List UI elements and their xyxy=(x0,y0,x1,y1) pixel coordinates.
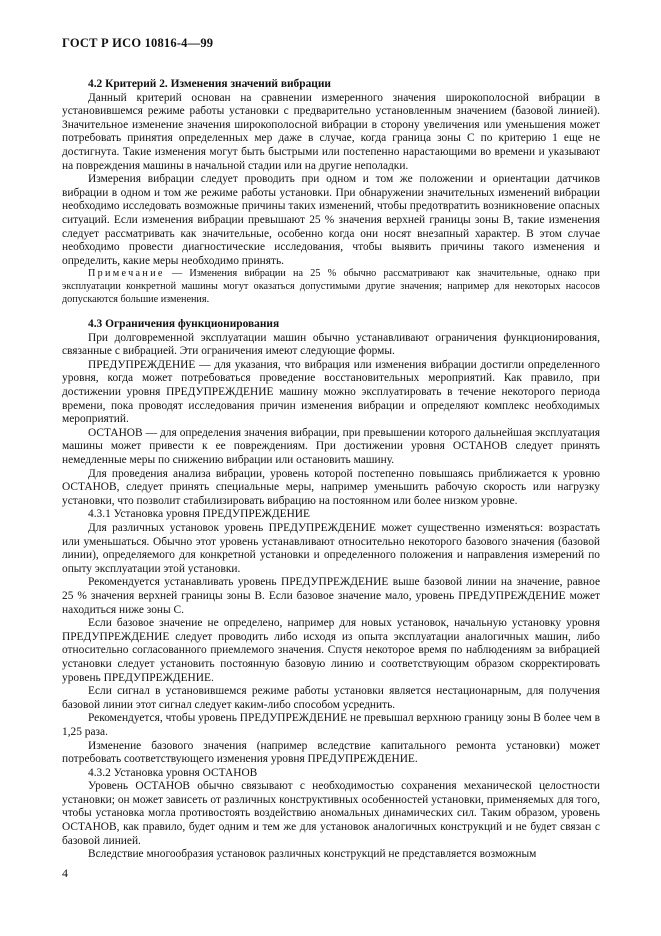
section-4-2-paragraph-2: Измерения вибрации следует проводить при одном и том же положении и ориентации датчиков вибрации в одном и том же режиме работы установки. При обнаружении значительных изменений вибрации необходимо исследовать возможные причины таких изменений, чтобы предотвратить возникновение опасных ситуаций. Если изменения вибрации превышают 25 % значения верхней границы зоны В, такие изменения следует рассматривать как значительные, особенно когда они носят внезапный характер. В этом случае необходимо провести диагностические исследования, чтобы выявить причины такого изменения и определить, какие меры необходимо принять. xyxy=(62,173,600,267)
section-4-3-1-paragraph-2: Рекомендуется устанавливать уровень ПРЕДУПРЕЖДЕНИЕ выше базовой линии на значение, равное 25 % значения верхней границы зоны В. Если базовое значение мало, уровень ПРЕДУПРЕЖДЕНИЕ может находиться ниже зоны С. xyxy=(62,576,600,616)
section-4-3-1-paragraph-6: Изменение базового значения (например вследствие капитального ремонта установки) может потребовать соответствующего изменения уровня ПРЕДУПРЕЖДЕНИЕ. xyxy=(62,739,600,766)
note-text: — Изменения вибрации на 25 % обычно рассматривают как значительные, однако при эксплуатации конкретной машины могут оказаться допустимыми другие значения; например для некоторых насосов допускаются большие изменения. xyxy=(62,268,600,305)
section-4-3-2-paragraph-1: Уровень ОСТАНОВ обычно связывают с необходимостью сохранения механической целостности установки; он может зависеть от различных конструктивных особенностей установки, применяемых для того, чтобы установка могла противостоять воздействию аномальных динамических сил. Таким образом, уровень ОСТАНОВ, как правило, будет одним и тем же для установок аналогичных конструкций и не будет связан с базовой линией. xyxy=(62,780,600,847)
section-4-3-paragraph-4: Для проведения анализа вибрации, уровень которой постепенно повышаясь приближается к уровню ОСТАНОВ, следует принять специальные меры, например уменьшить рабочую скорость или нагрузку установки, что позволит стабилизировать вибрацию на постоянном или более низком уровне. xyxy=(62,467,600,507)
section-4-3-1-heading: 4.3.1 Установка уровня ПРЕДУПРЕЖДЕНИЕ xyxy=(88,508,310,521)
section-4-3-paragraph-3: ОСТАНОВ — для определения значения вибрации, при превышении которого дальнейшая эксплуатация машины может привести к ее повреждениям. При достижении уровня ОСТАНОВ следует принять немедленные меры по снижению вибрации или остановить машину. xyxy=(62,426,600,467)
section-4-3-heading: 4.3 Ограничения функционирования xyxy=(88,318,280,331)
section-4-2-paragraph-1: Данный критерий основан на сравнении измеренного значения широкополосной вибрации в установившемся режиме работы установки с предварительно установленным значением (базовой линией). Значительное изменение значения широкополосной вибрации в сторону увеличения или уменьшения может потребовать принятия определенных мер даже в случае, когда граница зоны С по критерию 1 еще не достигнута. Такие изменения могут быть быстрыми или постепенно нарастающими во времени и указывают на повреждения машины в начальной стадии или на другие неполадки. xyxy=(62,91,600,172)
section-4-3-1-paragraph-4: Если сигнал в установившемся режиме работы установки является нестационарным, для получения базовой линии этот сигнал следует каким-либо способом усреднить. xyxy=(62,685,600,711)
section-4-3-paragraph-1: При долговременной эксплуатации машин обычно устанавливают ограничения функционирования, связанные с вибрацией. Эти ограничения имеют следующие формы. xyxy=(62,331,600,358)
section-4-3-1-paragraph-1: Для различных установок уровень ПРЕДУПРЕЖДЕНИЕ может существенно изменяться: возрастать или уменьшаться. Обычно этот уровень устанавливают относительно некоторого базового значения (базовой линии), определяемого для конкретной установки и определенного положения и направления измерений по опыту эксплуатации этой установки. xyxy=(62,522,600,575)
section-4-2-note xyxy=(62,268,600,306)
spacer xyxy=(62,306,600,318)
section-4-3-1-paragraph-3: Если базовое значение не определено, например для новых установок, начальную установку уровня ПРЕДУПРЕЖДЕНИЕ следует проводить либо исходя из опыта эксплуатации аналогичных машин, либо относительно согласованного приемлемого значения. Спустя некоторое время по наблюдениям за вибрацией установки следует установить постоянную базовую линию и соответствующим образом скорректировать уровень ПРЕДУПРЕЖДЕНИЕ. xyxy=(62,617,600,684)
section-4-3-2-heading: 4.3.2 Установка уровня ОСТАНОВ xyxy=(88,766,258,779)
section-4-2-heading: 4.2 Критерий 2. Изменения значений вибрации xyxy=(88,78,331,90)
note-label: Примечание xyxy=(88,268,165,280)
page-header: ГОСТ Р ИСО 10816-4—99 xyxy=(62,36,214,50)
section-4-3-2-paragraph-2: Вследствие многообразия установок различных конструкций не представляется возможным xyxy=(88,848,537,861)
page-number: 4 xyxy=(62,866,68,880)
section-4-3-paragraph-2: ПРЕДУПРЕЖДЕНИЕ — для указания, что вибрация или изменения вибрации достигли определенного уровня, когда может потребоваться проведение восстановительных мероприятий. Как правило, при достижении уровня ПРЕДУПРЕЖДЕНИЕ машину можно эксплуатировать в течение некоторого периода времени, пока проводят исследования причин изменения вибрации и определяют комплекс необходимых мероприятий. xyxy=(62,358,600,426)
section-4-3-1-paragraph-5: Рекомендуется, чтобы уровень ПРЕДУПРЕЖДЕНИЕ не превышал верхнюю границу зоны В более чем в 1,25 раза. xyxy=(62,712,600,738)
page-content xyxy=(62,78,600,862)
